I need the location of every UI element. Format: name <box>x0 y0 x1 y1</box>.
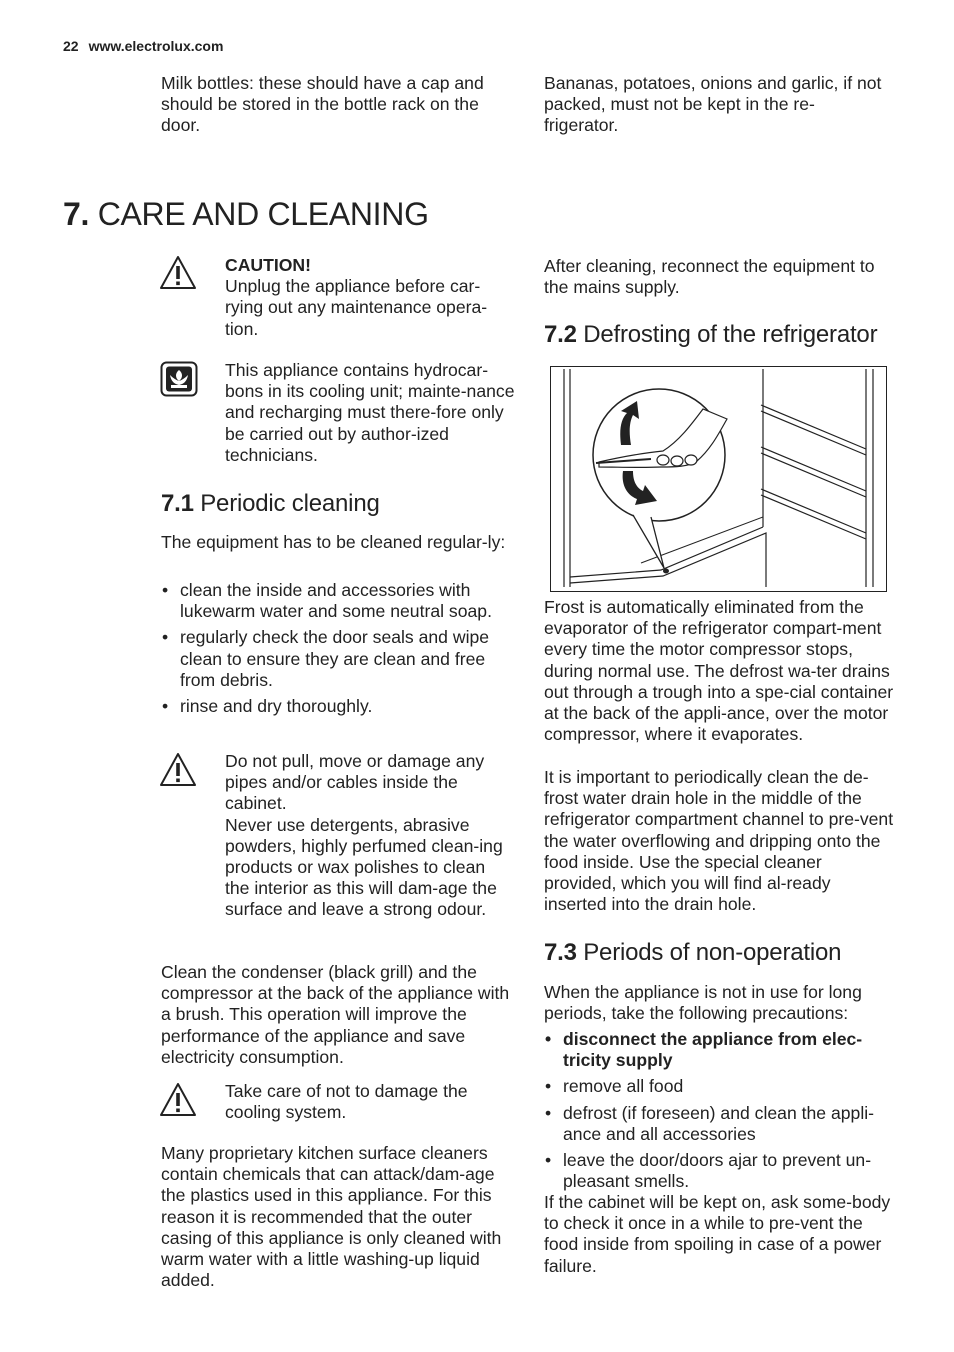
defrost-illustration <box>550 366 887 592</box>
warning-triangle-icon <box>159 1082 197 1118</box>
page-number: 22 <box>63 38 79 54</box>
defrost-paragraph-2: It is important to periodically clean the de-frost water drain hole in the middle of the refrigerator compartment channel to pre-vent the water overflowing and dripping onto the food inside. Use the special cleaner provided, which you will find al-ready inserted into the drain hole. <box>544 767 894 915</box>
pipes-warning-text: Do not pull, move or damage any pipes and/or cables inside the cabinet. <box>225 751 485 814</box>
section-7-3-heading <box>544 939 841 967</box>
hydrocarbon-icon <box>160 361 198 397</box>
section-7-3-title: Periods of non-operation <box>583 939 842 966</box>
detergents-warning-text: Never use detergents, abrasive powders, highly perfumed clean-ing products or wax polishes to clean the interior as this will dam-age the surface and leave a strong odour. <box>225 814 503 920</box>
section-7-3-intro: When the appliance is not in use for long periods, take the following precautions: <box>544 982 862 1024</box>
warning-triangle-icon <box>159 255 197 291</box>
chapter-heading <box>63 196 429 233</box>
section-7-1-number: 7.1 <box>161 490 194 517</box>
list-item: • defrost (if foreseen) and clean the appli-ance and all accessories <box>544 1103 896 1145</box>
section-7-1-intro: The equipment has to be cleaned regular-ly: <box>161 532 506 552</box>
section-7-2-title: Defrosting of the refrigerator <box>583 321 878 348</box>
section-7-2-heading <box>544 321 877 349</box>
section-7-1-title: Periodic cleaning <box>200 490 380 517</box>
page-header <box>63 38 223 54</box>
defrost-drawing <box>551 367 886 591</box>
chapter-title: CARE AND CLEANING <box>97 196 429 232</box>
intro-right-paragraph: Bananas, potatoes, onions and garlic, if not packed, must not be kept in the re-frigerator. <box>544 73 882 136</box>
list-item: • disconnect the appliance from elec-tricity supply <box>544 1029 896 1071</box>
condenser-paragraph: Clean the condenser (black grill) and the compressor at the back of the appliance with a brush. This operation will improve the performance of the appliance and save electricity consumption. <box>161 962 510 1067</box>
hydrocarbon-text: This appliance contains hydrocar-bons in its cooling unit; mainte-nance and recharging must there-fore only be carried out by author-ized technicians. <box>225 360 515 465</box>
section-7-2-number: 7.2 <box>544 321 577 348</box>
list-item: • leave the door/doors ajar to prevent un-pleasant smells. <box>544 1150 896 1192</box>
warning-triangle-icon <box>159 752 197 788</box>
pipes-warning <box>225 751 511 921</box>
caution-text: Unplug the appliance before car-rying out any maintenance opera-tion. <box>225 276 488 339</box>
caution-block <box>225 255 515 340</box>
defrost-paragraph-1: Frost is automatically eliminated from the evaporator of the refrigerator compart-ment every time the motor compressor stops, during normal use. The defrost wa-ter drains out through a trough into a spe-cial container at the back of the appli-ance, over the motor compressor, where it evaporates. <box>544 597 894 745</box>
caution-heading: CAUTION! <box>225 255 312 275</box>
chapter-number: 7. <box>63 196 90 232</box>
list-item: • remove all food <box>544 1076 896 1097</box>
list-item: • clean the inside and accessories with lukewarm water and some neutral soap. <box>161 580 513 622</box>
cleaners-paragraph: Many proprietary kitchen surface cleaners contain chemicals that can attack/dam-age the plastics used in this appliance. For this reason it is recommended that the outer casing of this appliance is only cleaned with warm water with a little washing-up liquid added. <box>161 1143 502 1291</box>
list-item: • rinse and dry thoroughly. <box>161 696 513 717</box>
section-7-1-heading <box>161 490 380 518</box>
list-item: • regularly check the door seals and wipe clean to ensure they are clean and free from debris. <box>161 627 513 691</box>
section-7-3-list <box>544 1029 896 1197</box>
section-7-3-outro: If the cabinet will be kept on, ask some-body to check it once in a while to pre-vent the food inside from spoiling in case of a power failure. <box>544 1192 891 1276</box>
section-7-3-number: 7.3 <box>544 939 577 966</box>
intro-left-paragraph: Milk bottles: these should have a cap and should be stored in the bottle rack on the door. <box>161 73 484 136</box>
site-url: www.electrolux.com <box>88 38 224 54</box>
after-cleaning-paragraph: After cleaning, reconnect the equipment to the mains supply. <box>544 256 875 298</box>
section-7-1-list <box>161 580 513 722</box>
cooling-system-warning: Take care of not to damage the cooling system. <box>225 1081 468 1123</box>
